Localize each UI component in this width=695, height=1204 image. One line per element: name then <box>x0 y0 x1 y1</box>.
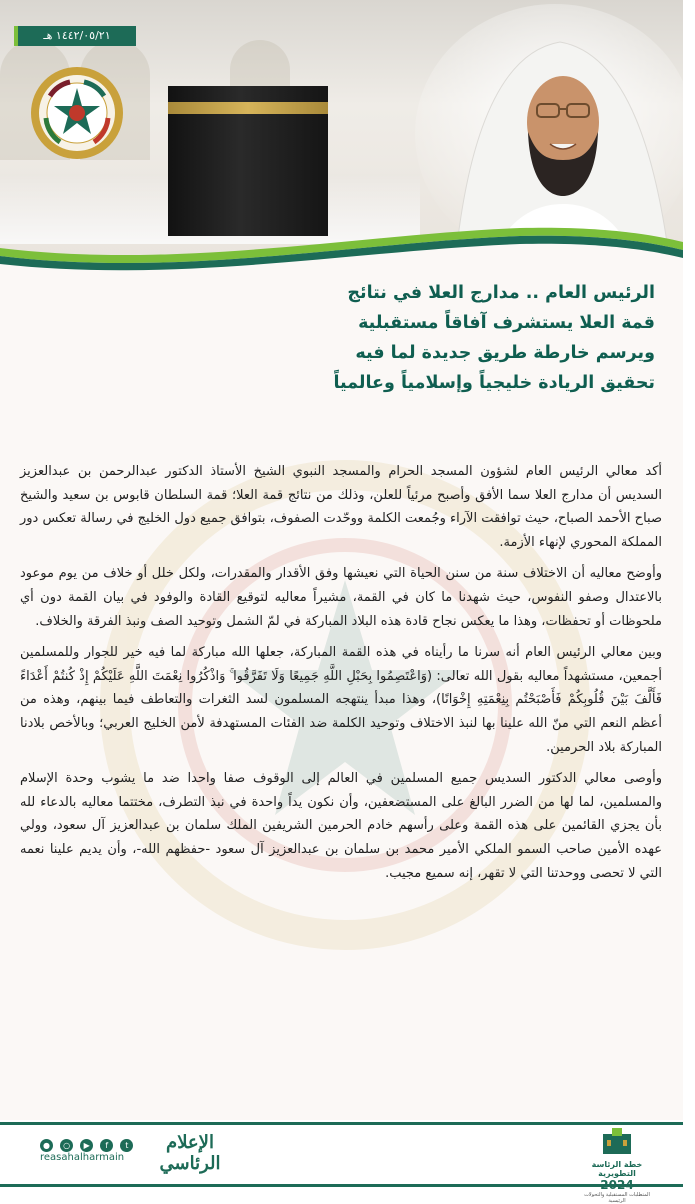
headline-line: ويرسم خارطة طريق جديدة لما فيه <box>355 343 655 363</box>
article-body <box>20 460 662 893</box>
plan-subtitle: المتطلبات المستقبلية والتحولات الرئيسية <box>584 1192 650 1204</box>
youtube-icon[interactable]: ▶ <box>80 1139 93 1152</box>
footer-divider <box>0 1184 683 1187</box>
headline-line: تحقيق الريادة خليجياً وإسلامياً وعالمياً <box>333 373 655 393</box>
instagram-icon[interactable]: ○ <box>60 1139 73 1152</box>
brand-logo: الإعلام الرئاسي <box>159 1132 221 1174</box>
snapchat-icon[interactable]: ● <box>40 1139 53 1152</box>
paragraph: وأوصى معالي الدكتور السديس جميع المسلمين في العالم إلى الوقوف صفا واحدا ضد ما يشوب وحدة الإسلام والمسلمين، لما لها من الضرر البالغ على المستضعفين، وأن نكون يداً واحدة في نبذ التطرف، مختتما معاليه بالدعاء لله بأن يجزي القائمين على هذه القمة وعلى رأسهم خادم الحرمين الشريفين الملك سلمان بن عبدالعزيز آل سعود، وولي عهده الأمين صاحب السمو الملكي الأمير محمد بن سلمان بن عبدالعزيز آل سعود -حفظهم الله-، وأن يديم علينا نعمه التي لا تحصى ووحدتنا التي لا تقهر، إنه سميع مجيب. <box>20 771 662 881</box>
hijri-date: ١٤٤٢/٠٥/٢١ هـ <box>14 26 136 46</box>
facebook-icon[interactable]: f <box>100 1139 113 1152</box>
headline <box>295 278 655 398</box>
plan-building-icon <box>597 1126 637 1156</box>
headline-line: قمة العلا يستشرف آفاقاً مستقبلية <box>358 313 655 333</box>
gcc-summit-emblem <box>30 66 124 160</box>
social-handle[interactable]: reasahalharmain <box>40 1152 125 1163</box>
paragraph: أكد معالي الرئيس العام لشؤون المسجد الحرام والمسجد النبوي الشيخ الأستاذ الدكتور عبدالرحمن بن عبدالعزيز السديس أن مدارج العلا سما الأفق وأصبح مرئياً للعلن، وذلك من نتائج قمة العلا؛ قمة السلطان قابوس بن سعيد والشيخ صباح الأحمد الصباح، حيث توافقت الآراء وجُمعت الكلمة ووحّدت الصفوف، بتوافق جميع دول الخليج في رسالة تعكس دور المملكة المحوري لإنهاء الأزمة. <box>20 464 662 550</box>
twitter-icon[interactable]: t <box>120 1139 133 1152</box>
paragraph: وأوضح معاليه أن الاختلاف سنة من سنن الحياة التي نعيشها وفق الأقدار والمقدرات، ولكل خلل أو خلاف من يوم موعود بالاعتدال وصفو النفوس، حيث شهدنا ما كان في القمة، مشيراً معاليه لتوقيع القادة والوفود في بيان القمة دون أي ملحوظات أو تحفظات، وهذا ما يعكس نجاح قادة هذه البلاد المباركة في لمّ الشمل وتوحيد الصف ونبذ الفرقة والخلاف. <box>20 566 662 629</box>
plan-title: خطة الرئاسة التطويرية <box>591 1160 643 1178</box>
headline-line: الرئيس العام .. مدارج العلا في نتائج <box>347 283 655 303</box>
kaaba-gold-band <box>168 102 328 114</box>
paragraph: وبين معالي الرئيس العام أنه سرنا ما رأيناه في هذه القمة المباركة، جعلها الله مباركة لما فيه خير للجوار وللمسلمين أجمعين، مستشهداً معاليه بقول الله تعالى: (وَاعْتَصِمُوا بِحَبْلِ اللَّهِ جَمِيعًا وَلَا تَفَرَّقُوا ۚ وَاذْكُرُوا نِعْمَتَ اللَّهِ عَلَيْكُمْ إِذْ كُنتُمْ أَعْدَاءً فَأَلَّفَ بَيْنَ قُلُوبِكُمْ فَأَصْبَحْتُم بِنِعْمَتِهِ إِخْوَانًا)، وهذا مبدأ ينتهجه المسلمون لسد الثغرات والتعاطف فيما بينهم، وهذه من أعظم النعم التي منّ الله علينا بها لنبذ الاختلاف وتوحيد الكلمة ضد الفئات المستهدفة لأمن الخليج العربي؛ وبالأخص بلادنا المباركة بلاد الحرمين. <box>20 645 662 755</box>
development-plan-logo <box>582 1126 652 1204</box>
footer-divider <box>0 1122 683 1125</box>
plan-year: 2024 <box>600 1178 634 1192</box>
